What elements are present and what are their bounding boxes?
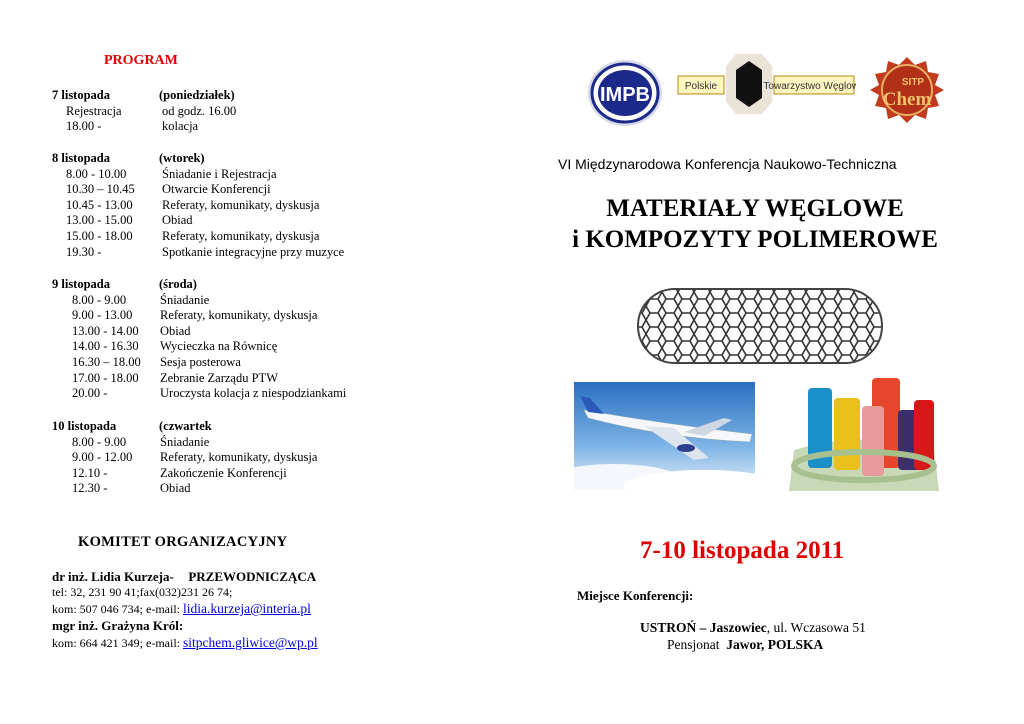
program-item-time: Rejestracja	[66, 103, 122, 118]
program-item	[52, 435, 317, 451]
program-item-time: 8.00 - 9.00	[72, 434, 127, 449]
venue-street: , ul. Wczasowa 51	[766, 620, 866, 635]
program-item	[52, 104, 236, 120]
member-name: mgr inż. Grażyna Król:	[52, 618, 184, 633]
program-item-activity: Śniadanie	[160, 434, 210, 449]
conference-title-line2: i KOMPOZYTY POLIMEROWE	[572, 226, 938, 253]
venue-place: USTROŃ – Jaszowiec	[640, 620, 767, 635]
svg-text:Towarzystwo Węglowe: Towarzystwo Węglowe	[763, 81, 856, 92]
program-item	[52, 450, 317, 466]
conference-dates: 7-10 listopada 2011	[640, 537, 845, 564]
impb-logo	[586, 58, 664, 128]
program-item	[52, 182, 344, 198]
program-day	[52, 151, 344, 260]
chair-role: PRZEWODNICZĄCA	[188, 569, 317, 584]
program-item-activity: Uroczysta kolacja z niespodziankami	[160, 386, 347, 401]
program-item	[52, 371, 346, 387]
program-item-activity: Śniadanie i Rejestracja	[162, 166, 277, 181]
chair-mobile: kom: 507 046 734; e-mail:	[52, 602, 183, 616]
program-item-time: 9.00 - 12.00	[72, 450, 133, 465]
committee-chair	[52, 569, 316, 585]
program-item	[52, 293, 346, 309]
program-item-activity: Wycieczka na Równicę	[160, 339, 278, 354]
venue-country: , POLSKA	[761, 637, 824, 652]
ptw-logo	[676, 52, 856, 116]
program-day-header	[52, 277, 346, 293]
chair-name: dr inż. Lidia Kurzeja-	[52, 569, 174, 584]
program-title: PROGRAM	[104, 53, 178, 68]
program-day-header	[52, 88, 236, 104]
program-item-activity: Zakończenie Konferencji	[160, 465, 287, 480]
program-item-time: 8.00 - 10.00	[66, 166, 127, 181]
program-day-weekday: (czwartek	[159, 419, 212, 433]
program-item-activity: Obiad	[160, 323, 191, 338]
program-item	[52, 481, 317, 497]
program-item	[52, 119, 236, 135]
program-item	[52, 324, 346, 340]
program-item-activity: Referaty, komunikaty, dyskusja	[162, 197, 320, 212]
svg-text:Chem: Chem	[882, 89, 932, 110]
venue-pension	[667, 637, 823, 653]
program-item-time: 15.00 - 18.00	[66, 228, 133, 243]
program-item	[52, 466, 317, 482]
program-item-time: 14.00 - 16.30	[72, 339, 139, 354]
program-day	[52, 277, 346, 402]
program-day-date: 8 listopada	[52, 151, 111, 165]
chair-contact	[52, 601, 311, 617]
chair-email-link[interactable]: lidia.kurzeja@interia.pl	[183, 601, 311, 616]
conference-title-line1: MATERIAŁY WĘGLOWE	[606, 195, 904, 222]
venue-label: Miejsce Konferencji:	[577, 588, 694, 603]
program-item-activity: Referaty, komunikaty, dyskusja	[160, 450, 318, 465]
sitp-chem-logo	[868, 55, 946, 125]
program-day-header	[52, 419, 317, 435]
program-item-time: 10.30 – 10.45	[66, 182, 135, 197]
program-day-weekday: (wtorek)	[159, 151, 205, 165]
program-item-activity: kolacja	[162, 119, 199, 134]
program-item-time: 10.45 - 13.00	[66, 197, 133, 212]
carbon-nanotube-image	[630, 285, 890, 367]
program-item-time: 9.00 - 13.00	[72, 308, 133, 323]
program-day-date: 10 listopada	[52, 419, 117, 433]
committee-title: KOMITET ORGANIZACYJNY	[78, 534, 288, 550]
program-item-time: 12.10 -	[72, 465, 108, 480]
program-day-date: 7 listopada	[52, 88, 111, 102]
program-item-activity: Obiad	[162, 213, 193, 228]
member-email-link[interactable]: sitpchem.gliwice@wp.pl	[183, 635, 318, 650]
program-item-activity: Zebranie Zarządu PTW	[160, 370, 278, 385]
conference-subtitle: VI Międzynarodowa Konferencja Naukowo-Techniczna	[558, 156, 897, 172]
program-item	[52, 229, 344, 245]
program-day	[52, 419, 317, 497]
program-item	[52, 339, 346, 355]
program-day-weekday: (środa)	[159, 277, 197, 291]
program-day	[52, 88, 236, 135]
member-contact	[52, 635, 318, 651]
airplane-photo	[574, 382, 755, 490]
svg-text:IMPB: IMPB	[600, 84, 650, 106]
program-item-activity: Referaty, komunikaty, dyskusja	[160, 308, 318, 323]
program-day-weekday: (poniedziałek)	[159, 88, 235, 102]
program-item-activity: Sesja posterowa	[160, 354, 241, 369]
program-item-activity: Spotkanie integracyjne przy muzyce	[162, 244, 345, 259]
program-item-activity: od godz. 16.00	[162, 103, 237, 118]
program-item-activity: Otwarcie Konferencji	[162, 182, 271, 197]
svg-text:Polskie: Polskie	[684, 81, 718, 92]
program-item-activity: Referaty, komunikaty, dyskusja	[162, 228, 320, 243]
member-mobile: kom: 664 421 349; e-mail:	[52, 636, 183, 650]
program-item	[52, 245, 344, 261]
program-item-time: 13.00 - 14.00	[72, 323, 139, 338]
program-item	[52, 213, 344, 229]
program-item-time: 16.30 – 18.00	[72, 354, 141, 369]
program-item	[52, 308, 346, 324]
program-item-time: 18.00 -	[66, 119, 102, 134]
program-item-time: 12.30 -	[72, 481, 108, 496]
polymer-pipes-photo	[764, 370, 960, 491]
program-day-header	[52, 151, 344, 167]
program-item-time: 17.00 - 18.00	[72, 370, 139, 385]
program-item-time: 20.00 -	[72, 386, 108, 401]
program-item-time: 19.30 -	[66, 244, 102, 259]
chair-phone: tel: 32, 231 90 41;fax(032)231 26 74;	[52, 585, 233, 599]
venue-address	[640, 620, 866, 636]
program-item-activity: Śniadanie	[160, 292, 210, 307]
program-item-time: 13.00 - 15.00	[66, 213, 133, 228]
program-item-activity: Obiad	[160, 481, 191, 496]
program-item-time: 8.00 - 9.00	[72, 292, 127, 307]
program-day-date: 9 listopada	[52, 277, 111, 291]
svg-text:SITP: SITP	[901, 77, 925, 88]
program-item	[52, 386, 346, 402]
program-item	[52, 355, 346, 371]
venue-pension-name: Jawor	[726, 637, 762, 652]
program-item	[52, 167, 344, 183]
venue-pension-prefix: Pensjonat	[667, 637, 727, 652]
program-item	[52, 198, 344, 214]
